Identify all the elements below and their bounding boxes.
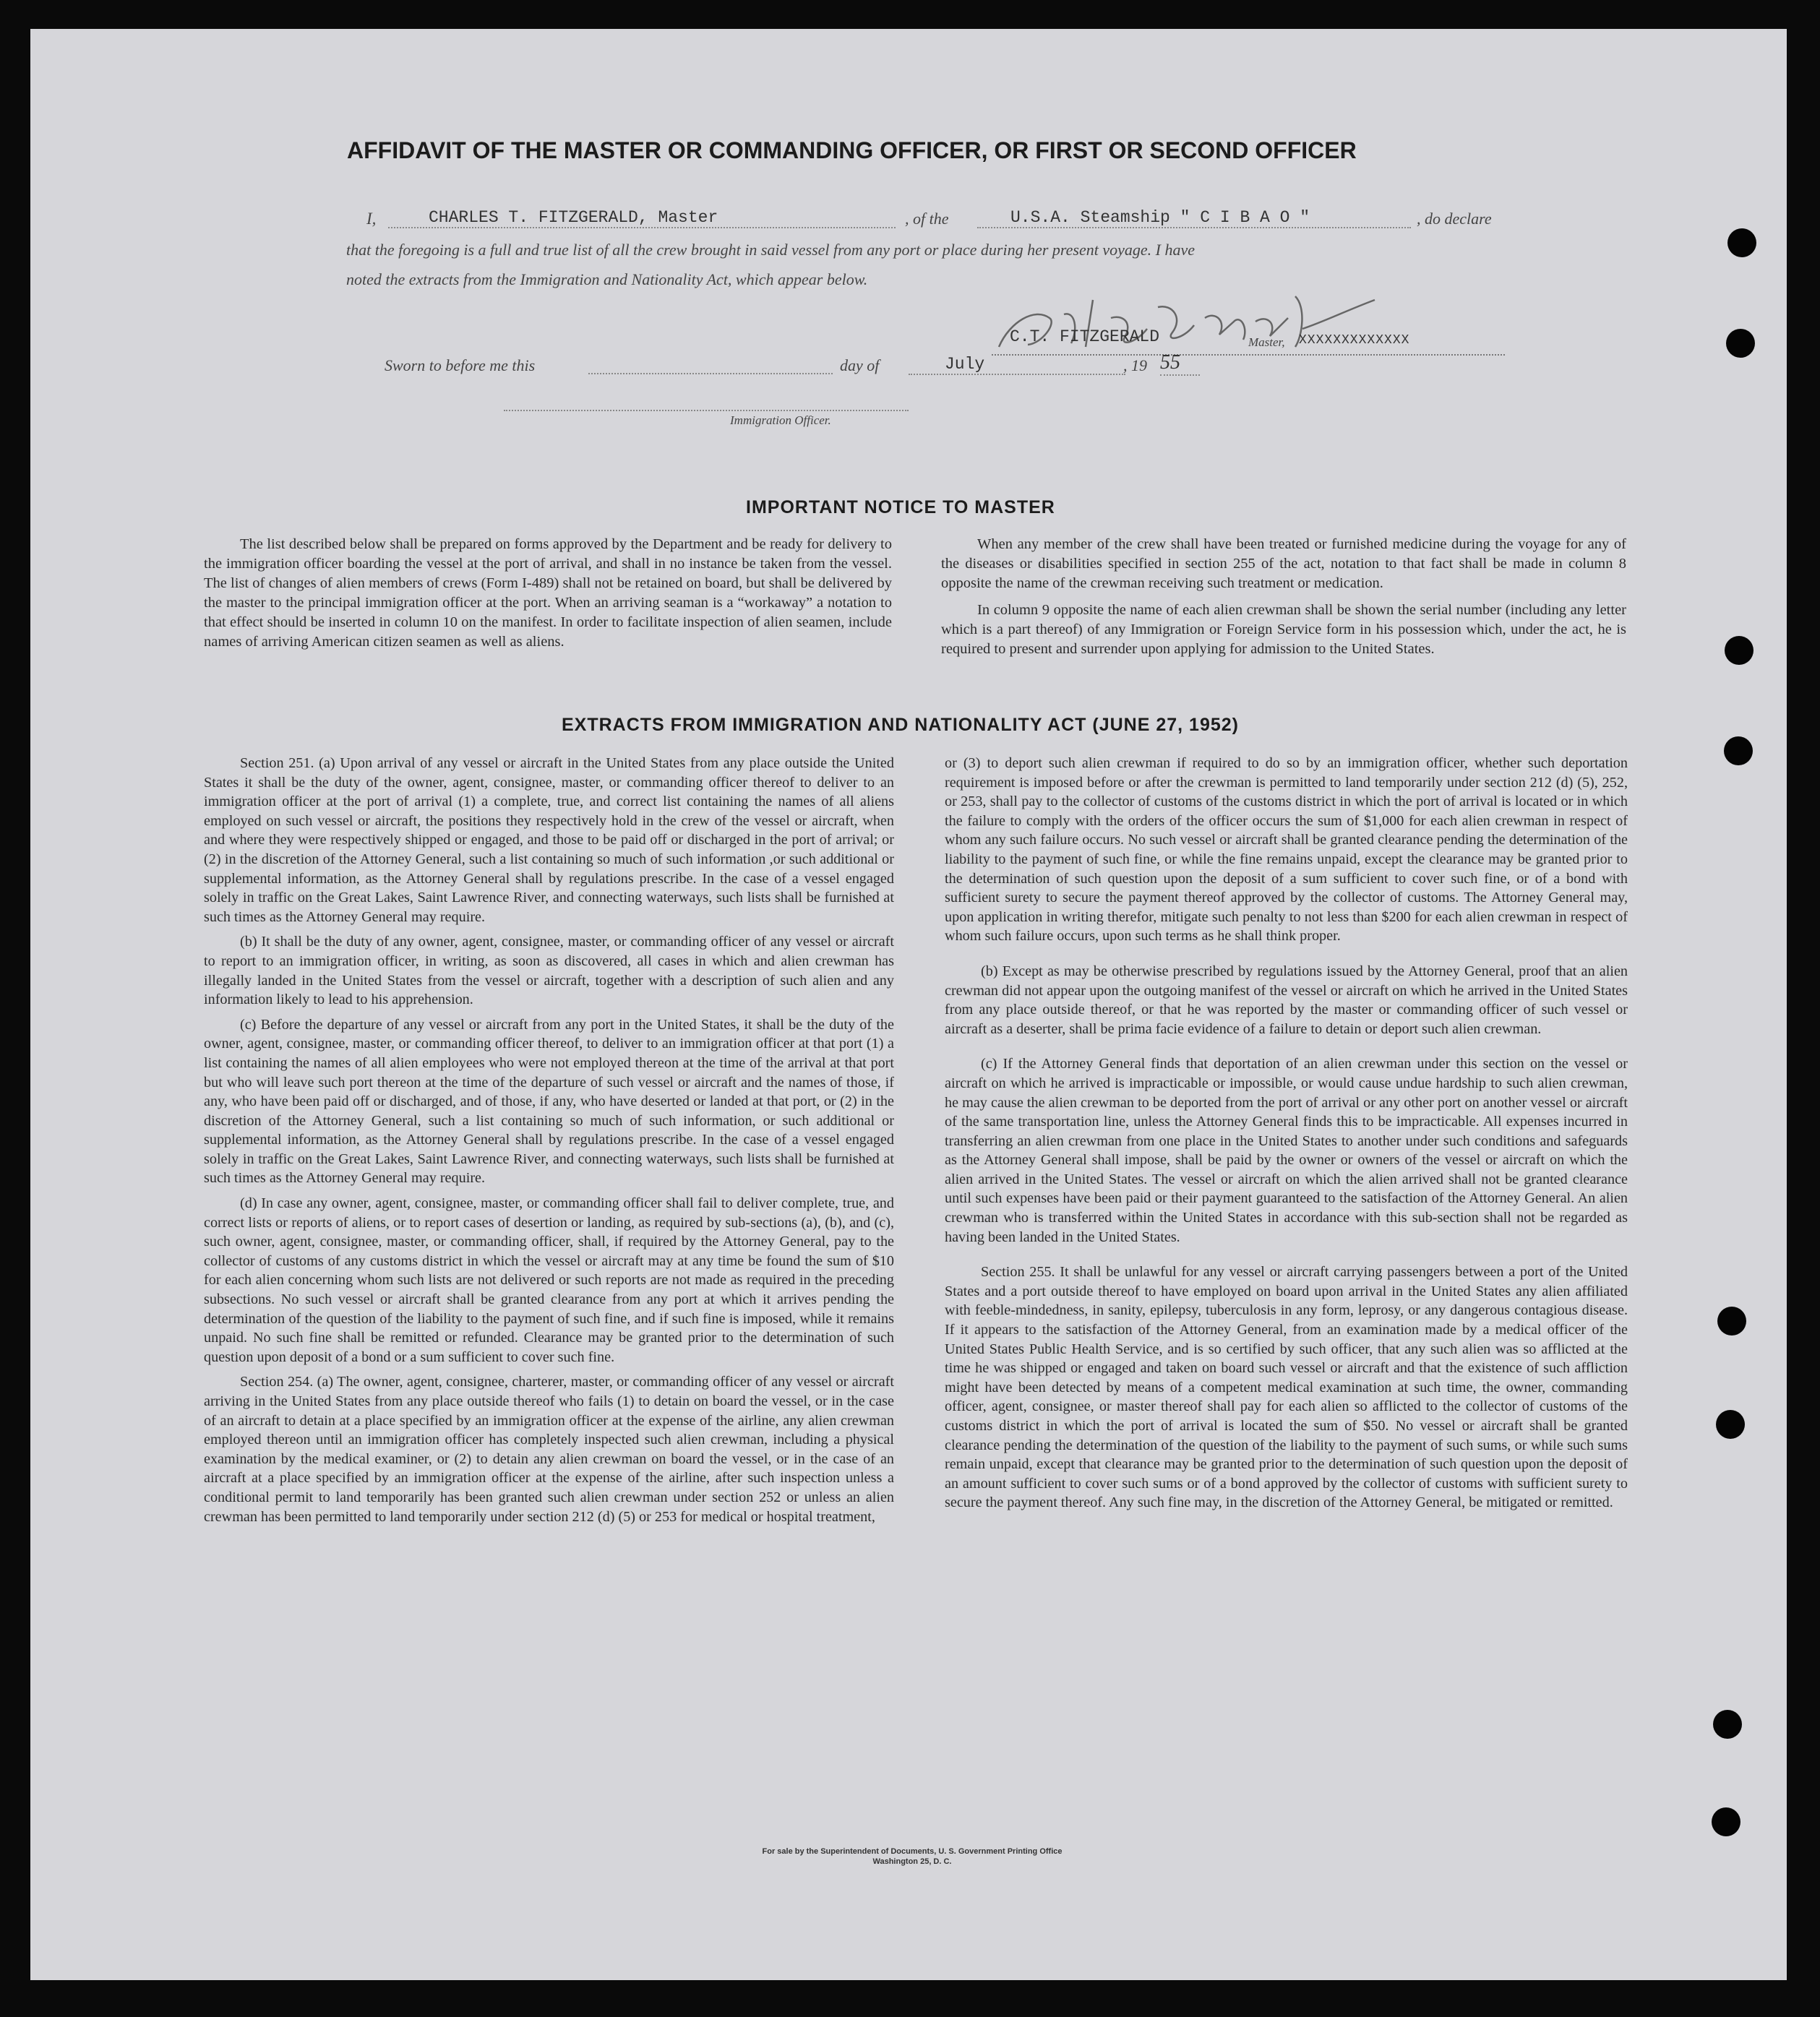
sworn-year: 55 [1160,351,1200,376]
immigration-officer-line [504,410,909,411]
immigration-officer-caption: Immigration Officer. [730,413,831,427]
master-caption: Master, [1248,335,1285,349]
section-251-a: Section 251. (a) Upon arrival of any vessel or aircraft in the United States from any place outside the United States it shall be the duty of the owner, agent, consignee, master, or commanding officer thereof to deliver to an immigration officer at the port of arrival (1) a complete, true, and correct list containing the names of all aliens employed on such vessel or aircraft, the positions they respectively hold in the crew of the vessel or aircraft, when and where they were respectively shipped or engaged, and those to be paid off or discharged in the port of arrival; or (2) in the discretion of the Attorney General, such a list containing so much of such information ,or such additional or supplemental information, as the Attorney General shall by regulations prescribe. In the case of a vessel engaged solely in traffic on the Great Lakes, Saint Lawrence River, and connecting waterways, such lists shall be furnished at such times as the Attorney General may require. [204,755,894,925]
footer-line-2: Washington 25, D. C. [872,1857,952,1866]
do-declare-label: , do declare [1417,210,1492,228]
binder-hole [1725,636,1754,665]
binder-hole [1717,1307,1746,1336]
declarant-prefix: I, [366,210,377,228]
section-251-d: (d) In case any owner, agent, consignee, master, or commanding officer shall fail to deliver complete, true, and correct lists or reports of aliens, or to report cases of desertion or landing, as required by sub-sections (a), (b), and (c), such owner, agent, consignee, master, or commanding officer, shall, if required by the Attorney General, pay to the collector of customs of any customs district in which the vessel or aircraft may at any time be found the sum of $10 for each alien concerning whom such lists are not delivered or such reports are not made as required in the preceding subsections. No such vessel or aircraft shall be granted clearance from any port at which it arrives pending the determination of the question of the liability to the payment of such fine, and if such fine is imposed, while it remains unpaid. No such fine shall be remitted or refunded. Clearance may be granted prior to the determination of such question upon deposit of a bond or a sum sufficient to cover such fine. [204,1195,894,1365]
footer-line-1: For sale by the Superintendent of Documents, U. S. Government Printing Office [762,1847,1063,1856]
sworn-month: July [909,355,1125,375]
extracts-heading: EXTRACTS FROM IMMIGRATION AND NATIONALITY ACT (JUNE 27, 1952) [562,715,1239,735]
sworn-label: Sworn to before me this [385,356,536,374]
printing-office-footer [619,1846,1205,1867]
sworn-day-blank [588,373,833,374]
notice-right-paragraph-1: When any member of the crew shall have been treated or furnished medicine during the voyage for any of the diseases or disabilities specified in section 255 of the act, notation to that fact shall be made in column 8 opposite the name of the crewman receiving such treatment or medication. [941,536,1626,591]
declaration-line-2: that the foregoing is a full and true list of all the crew brought in said vessel from any port or place during her present voyage. I have [346,241,1196,259]
notice-left-column [204,535,892,658]
section-254-a-continued: or (3) to deport such alien crewman if required to do so by an immigration officer, whether such deportation requirement is imposed before or after the crewman is permitted to land temporarily under section 212 (d) (5), 252, or 253, shall pay to the collector of customs of the customs district in which the port of arrival is located or in which the failure to comply with the orders of the officer occurs the sum of $1,000 for each alien crewman in respect of whom any such failure occurs. No such vessel or aircraft shall be granted clearance pending the determination of the liability to the payment of such fine, or while the fine remains unpaid, except the clearance may be granted prior to the determination of such question upon the deposit of a sum sufficient to cover such fine, or of a bond with sufficient surety to secure the payment thereof approved by the collector of customs. The Attorney General may, upon application in writing therefor, mitigate such penalty to not less than $200 for each alien crewman in respect of whom such failure occurs, upon such terms as he shall think proper. [945,755,1628,945]
binder-hole [1726,329,1755,358]
binder-hole [1716,1410,1745,1439]
notice-right-column [941,535,1626,665]
section-251-c: (c) Before the departure of any vessel or aircraft from any port in the United States, it shall be the duty of the owner, agent, consignee, master, or commanding officer thereof, to deliver to an immigration officer at that port (1) a list containing the names of all alien employees who were not employed thereon at the time of the arrival at that port but who will leave such port thereon at the time of the departure of such vessel or aircraft and the names of those, if any, who have been paid off or discharged, and of those, if any, who have deserted or landed at that port, or (2) in the discretion of the Attorney General, such a list containing so much of such information, or such additional or supplemental information, as the Attorney General shall by regulations prescribe. In the case of a vessel engaged solely in traffic on the Great Lakes, Saint Lawrence River, and connecting waterways, such lists shall be furnished at such times as the Attorney General may require. [204,1016,894,1187]
extracts-right-column [945,754,1628,1518]
binder-hole [1724,736,1753,765]
of-the-label: , of the [905,210,949,228]
declarant-name: CHARLES T. FITZGERALD, Master [388,208,896,228]
section-254-b: (b) Except as may be otherwise prescribed by regulations issued by the Attorney General, proof that an alien crewman did not appear upon the outgoing manifest of the vessel or aircraft on which he arrived in the United States from any place outside thereof, or that he was reported by the master or commanding officer of such vessel or aircraft as a deserter, shall be prima facie evidence of a failure to detain or deport such alien crewman. [945,963,1628,1037]
declaration-line-3: noted the extracts from the Immigration and Nationality Act, which appear below. [346,270,868,288]
notice-right-paragraph-2: In column 9 opposite the name of each alien crewman shall be shown the serial number (including any letter which is a part thereof) of any Immigration or Foreign Service form in his possession which, under the act, he is required to present and surrender upon applying for admission to the United States. [941,602,1626,657]
section-254-c: (c) If the Attorney General finds that deportation of an alien crewman under this section on the vessel or aircraft on which he arrived is impracticable or impossible, or would cause undue hardship to such alien crewman, he may cause the alien crewman to be deported from the port of arrival or any other port on another vessel or aircraft of the same transportation line, unless the Attorney General finds this to be impracticable. All expenses incurred in transferring an alien crewman from one place in the United States to another under such conditions and safeguards as the Attorney General shall impose, shall be paid by the owner or owners of the vessel or aircraft on which the alien arrived in the United States. The vessel or aircraft on which the alien arrived shall not be granted clearance until such expenses have been paid or their payment guaranteed to the satisfaction of the Attorney General. An alien crewman who is transferred within the United States in accordance with this sub-section shall not be regarded as having been landed in the United States. [945,1056,1628,1245]
day-of-label: day of [840,356,880,374]
binder-hole [1713,1710,1742,1739]
binder-hole [1727,228,1756,257]
section-254-a: Section 254. (a) The owner, agent, consignee, charterer, master, or commanding officer of any vessel or aircraft arriving in the United States from any place outside thereof who fails (1) to detain on board the vessel, or in the case of an aircraft to detain at a place specified by an immigration officer at the expense of the airline, any alien crewman employed thereon until an immigration officer has completely inspected such alien crewman, including a physical examination by the medical examiner, or (2) to detain any alien crewman on board the vessel, or in the case of an aircraft at a place specified by an immigration officer at the expense of the airline, after such inspection unless a conditional permit to land temporarily has been granted such alien crewman under section 252 or unless an alien crewman has been permitted to land temporarily under section 212 (d) (5) or 253 for medical or hospital treatment, [204,1374,894,1525]
notice-left-paragraph: The list described below shall be prepared on forms approved by the Department and be ready for delivery to the immigration officer boarding the vessel at the port of arrival, and shall in no instance be taken from the vessel. The list of changes of alien members of crews (Form I-489) shall not be retained on board, but shall be delivered by the master to the principal immigration officer at the port. When an arriving seaman is a “workaway” a notation to that effect should be inserted in column 10 on the manifest. In order to facilitate inspection of alien seamen, include names of arriving American citizen seamen as well as aliens. [204,536,892,650]
section-251-b: (b) It shall be the duty of any owner, agent, consignee, master, or commanding officer of any vessel or aircraft to report to an immigration officer, in writing, as soon as discovered, all cases in which and alien crewman has illegally landed in the United States from the vessel or aircraft, together with a description of such alien and any information likely to lead to his apprehension. [204,934,894,1008]
section-255: Section 255. It shall be unlawful for any vessel or aircraft carrying passengers between a port of the United States and a port outside thereof to have employed on board upon arrival in the United States any alien affiliated with feeble-mindedness, in sanity, epilepsy, tuberculosis in any form, leprosy, or any dangerous contagious disease. If it appears to the satisfaction of the Attorney General, from an examination made by a medical officer of the United States Public Health Service, and is so certified by such officer, that any such alien was so afflicted at the time he was shipped or engaged and taken on board such vessel or aircraft and that the existence of such affliction might have been detected by means of a competent medical examination at such time, the owner, commanding officer, agent, consignee, or master thereof shall pay for each alien so afflicted to the collector of customs of the customs district in which the port of arrival is located the sum of $50. No vessel or aircraft shall be granted clearance pending the determination of the question of the liability to the payment of such sums, or while such sums remain unpaid, except that clearance may be granted prior to the determination of such question upon the deposit of an amount sufficient to cover such sums or of a bond approved by the collector of customs with sufficient surety to secure the payment thereof. Any such fine may, in the discretion of the Attorney General, be mitigated or remitted. [945,1264,1628,1511]
struck-out-officer-caption: XXXXXXXXXXXXX [1299,333,1410,348]
binder-hole [1712,1807,1740,1836]
signature-typed-name: C.T. FITZGERALD [1010,327,1160,346]
document-page [30,29,1787,1980]
affidavit-title: AFFIDAVIT OF THE MASTER OR COMMANDING OFFICER, OR FIRST OR SECOND OFFICER [347,137,1357,163]
extracts-left-column [204,754,894,1532]
vessel-name: U.S.A. Steamship " C I B A O " [977,208,1411,228]
year-prefix: , 19 [1123,356,1147,374]
notice-heading: IMPORTANT NOTICE TO MASTER [746,497,1055,517]
